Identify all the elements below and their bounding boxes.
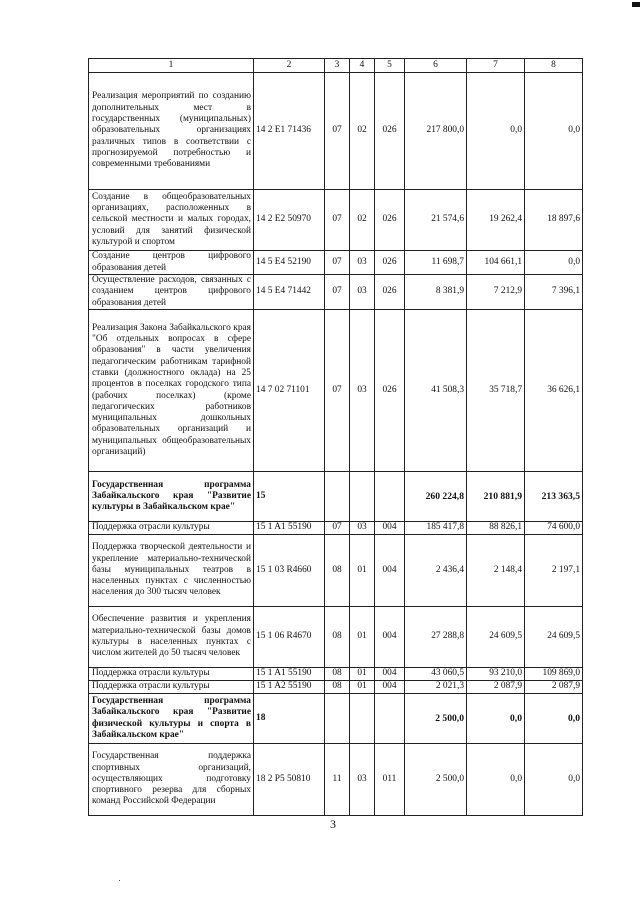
scan-speck — [119, 880, 120, 881]
table-row — [89, 190, 583, 251]
amount-year2-cell: 93 210,0 — [467, 668, 525, 681]
amount-year1-cell: 21 574,6 — [405, 190, 467, 251]
target-article-cell: 15 1 A1 55190 — [254, 668, 325, 681]
header-cell: 7 — [467, 59, 525, 73]
amount-year3-cell: 74 600,0 — [525, 522, 583, 535]
expense-type-cell: 004 — [375, 535, 405, 607]
section-cell: 07 — [325, 275, 350, 310]
target-article-cell: 15 — [254, 472, 325, 522]
row-name-cell: Осуществление расходов, связанных с созданием центров цифрового образования детей — [89, 275, 254, 310]
table-row — [89, 310, 583, 472]
expense-type-cell: 026 — [375, 275, 405, 310]
subsection-cell: 02 — [350, 73, 375, 190]
subsection-cell: 01 — [350, 681, 375, 694]
row-name-cell: Государственная программа Забайкальского края "Развитие физической культуры и спорта в Забайкальском крае" — [89, 694, 254, 744]
amount-year3-cell: 7 396,1 — [525, 275, 583, 310]
amount-year2-cell: 2 148,4 — [467, 535, 525, 607]
amount-year2-cell: 24 609,5 — [467, 607, 525, 668]
subsection-cell: 03 — [350, 522, 375, 535]
header-cell: 4 — [350, 59, 375, 73]
amount-year3-cell: 2 197,1 — [525, 535, 583, 607]
amount-year2-cell: 7 212,9 — [467, 275, 525, 310]
header-cell: 6 — [405, 59, 467, 73]
target-article-cell: 14 5 E4 71442 — [254, 275, 325, 310]
subsection-cell: 03 — [350, 251, 375, 275]
page-number: 3 — [330, 817, 336, 831]
row-name-cell: Создание в общеобразовательных организациях, расположенных в сельской местности и малых городах, условий для занятий физической культурой и спортом — [89, 190, 254, 251]
amount-year1-cell: 2 436,4 — [405, 535, 467, 607]
scan-corner-mark — [632, 2, 640, 7]
table-header-row — [89, 59, 583, 73]
amount-year3-cell: 213 363,5 — [525, 472, 583, 522]
table-row — [89, 472, 583, 522]
amount-year1-cell: 2 500,0 — [405, 744, 467, 816]
subsection-cell: 01 — [350, 668, 375, 681]
row-name-cell: Реализация мероприятий по созданию дополнительных мест в государственных (муниципальных) образовательных организациях различных типов в соответствии с прогнозируемой потребностью и современными требованиями — [89, 73, 254, 190]
table-row — [89, 522, 583, 535]
table-row — [89, 681, 583, 694]
amount-year3-cell: 0,0 — [525, 744, 583, 816]
target-article-cell: 14 2 E2 50970 — [254, 190, 325, 251]
amount-year3-cell: 18 897,6 — [525, 190, 583, 251]
row-name-cell: Государственная программа Забайкальского края "Развитие культуры в Забайкальском крае" — [89, 472, 254, 522]
amount-year1-cell: 27 288,8 — [405, 607, 467, 668]
expense-type-cell — [375, 472, 405, 522]
header-cell: 2 — [254, 59, 325, 73]
expense-type-cell: 026 — [375, 310, 405, 472]
section-cell: 07 — [325, 522, 350, 535]
row-name-cell: Реализация Закона Забайкальского края "Об отдельных вопросах в сфере образования" в части увеличения педагогическим работникам тарифной ставки (должностного оклада) на 25 процентов в поселках городского типа (рабочих поселках) (кроме педагогических работников муниципальных дошкольных образовательных организаций и муниципальных общеобразовательных организаций) — [89, 310, 254, 472]
target-article-cell: 15 1 A2 55190 — [254, 681, 325, 694]
section-cell: 08 — [325, 668, 350, 681]
expense-type-cell: 004 — [375, 607, 405, 668]
section-cell: 07 — [325, 73, 350, 190]
amount-year1-cell: 2 500,0 — [405, 694, 467, 744]
subsection-cell: 03 — [350, 310, 375, 472]
amount-year3-cell: 0,0 — [525, 73, 583, 190]
amount-year2-cell: 0,0 — [467, 73, 525, 190]
row-name-cell: Поддержка творческой деятельности и укрепление материально-технической базы муниципальных театров в населенных пунктах с численностью населения до 300 тысяч человек — [89, 535, 254, 607]
table-row — [89, 251, 583, 275]
amount-year2-cell: 0,0 — [467, 694, 525, 744]
amount-year2-cell: 19 262,4 — [467, 190, 525, 251]
target-article-cell: 14 2 E1 71436 — [254, 73, 325, 190]
expense-type-cell — [375, 694, 405, 744]
amount-year1-cell: 185 417,8 — [405, 522, 467, 535]
target-article-cell: 14 7 02 71101 — [254, 310, 325, 472]
amount-year2-cell: 35 718,7 — [467, 310, 525, 472]
amount-year3-cell: 24 609,5 — [525, 607, 583, 668]
expense-type-cell: 004 — [375, 522, 405, 535]
table-row — [89, 607, 583, 668]
target-article-cell: 15 1 06 R4670 — [254, 607, 325, 668]
subsection-cell: 02 — [350, 190, 375, 251]
budget-table — [88, 58, 583, 816]
section-cell: 08 — [325, 535, 350, 607]
section-cell: 08 — [325, 607, 350, 668]
header-cell: 3 — [325, 59, 350, 73]
section-cell — [325, 694, 350, 744]
section-cell: 11 — [325, 744, 350, 816]
subsection-cell — [350, 694, 375, 744]
expense-type-cell: 004 — [375, 668, 405, 681]
section-cell: 07 — [325, 190, 350, 251]
expense-type-cell: 004 — [375, 681, 405, 694]
amount-year2-cell: 2 087,9 — [467, 681, 525, 694]
row-name-cell: Поддержка отрасли культуры — [89, 681, 254, 694]
row-name-cell: Обеспечение развития и укрепления материально-технической базы домов культуры в населенных пунктах с числом жителей до 50 тысяч человек — [89, 607, 254, 668]
subsection-cell: 03 — [350, 744, 375, 816]
table-row — [89, 744, 583, 816]
section-cell: 07 — [325, 310, 350, 472]
header-cell: 1 — [89, 59, 254, 73]
target-article-cell: 18 2 P5 50810 — [254, 744, 325, 816]
amount-year1-cell: 41 508,3 — [405, 310, 467, 472]
subsection-cell: 01 — [350, 535, 375, 607]
target-article-cell: 15 1 A1 55190 — [254, 522, 325, 535]
expense-type-cell: 026 — [375, 73, 405, 190]
row-name-cell: Государственная поддержка спортивных организаций, осуществляющих подготовку спортивного резерва для сборных команд Российской Федерации — [89, 744, 254, 816]
amount-year3-cell: 0,0 — [525, 251, 583, 275]
amount-year1-cell: 43 060,5 — [405, 668, 467, 681]
amount-year3-cell: 0,0 — [525, 694, 583, 744]
amount-year3-cell: 2 087,9 — [525, 681, 583, 694]
section-cell: 07 — [325, 251, 350, 275]
table-row — [89, 275, 583, 310]
table-row — [89, 535, 583, 607]
target-article-cell: 15 1 03 R4660 — [254, 535, 325, 607]
subsection-cell: 01 — [350, 607, 375, 668]
amount-year2-cell: 104 661,1 — [467, 251, 525, 275]
row-name-cell: Поддержка отрасли культуры — [89, 522, 254, 535]
header-cell: 5 — [375, 59, 405, 73]
section-cell: 08 — [325, 681, 350, 694]
amount-year1-cell: 11 698,7 — [405, 251, 467, 275]
amount-year1-cell: 217 800,0 — [405, 73, 467, 190]
table-body — [89, 59, 583, 816]
amount-year2-cell: 88 826,1 — [467, 522, 525, 535]
expense-type-cell: 026 — [375, 190, 405, 251]
target-article-cell: 14 5 E4 52190 — [254, 251, 325, 275]
header-cell: 8 — [525, 59, 583, 73]
amount-year1-cell: 260 224,8 — [405, 472, 467, 522]
subsection-cell: 03 — [350, 275, 375, 310]
row-name-cell: Создание центров цифрового образования детей — [89, 251, 254, 275]
amount-year3-cell: 36 626,1 — [525, 310, 583, 472]
amount-year1-cell: 2 021,3 — [405, 681, 467, 694]
table-row — [89, 668, 583, 681]
amount-year2-cell: 210 881,9 — [467, 472, 525, 522]
amount-year2-cell: 0,0 — [467, 744, 525, 816]
section-cell — [325, 472, 350, 522]
expense-type-cell: 011 — [375, 744, 405, 816]
table-row — [89, 73, 583, 190]
amount-year3-cell: 109 869,0 — [525, 668, 583, 681]
target-article-cell: 18 — [254, 694, 325, 744]
amount-year1-cell: 8 381,9 — [405, 275, 467, 310]
subsection-cell — [350, 472, 375, 522]
row-name-cell: Поддержка отрасли культуры — [89, 668, 254, 681]
expense-type-cell: 026 — [375, 251, 405, 275]
table-row — [89, 694, 583, 744]
